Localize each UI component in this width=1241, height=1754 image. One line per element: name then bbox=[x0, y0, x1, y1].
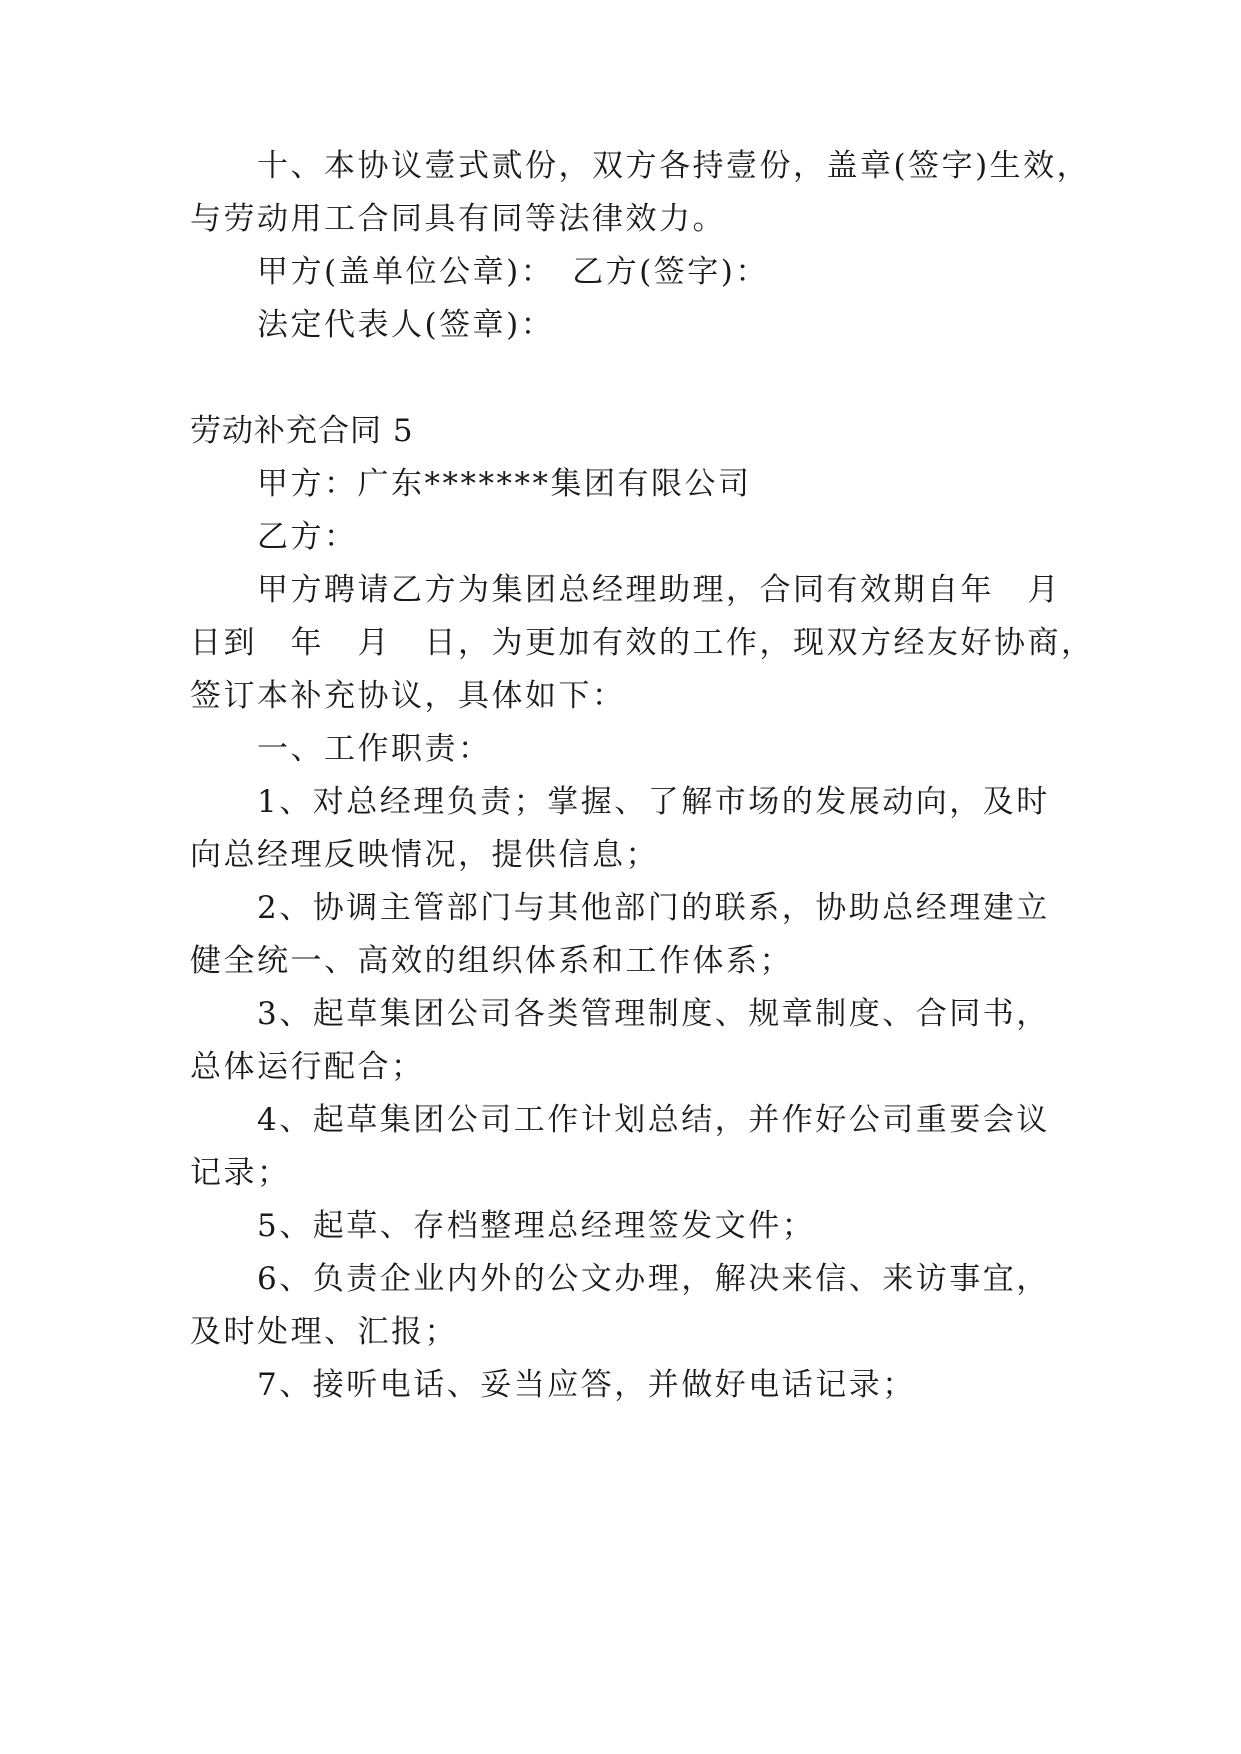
duty-item-4-line-2: 记录； bbox=[190, 1155, 291, 1191]
clause-10-line-2: 与劳动用工合同具有同等法律效力。 bbox=[190, 201, 726, 237]
intro-line-2: 日到 年 月 日，为更加有效的工作，现双方经友好协商， bbox=[190, 625, 1095, 661]
duty-item-5-line-1: 5、起草、存档整理总经理签发文件； bbox=[257, 1208, 816, 1244]
party-a-line: 甲方：广东*******集团有限公司 bbox=[257, 466, 752, 502]
duty-item-4-line-1: 4、起草集团公司工作计划总结，并作好公司重要会议 bbox=[257, 1102, 1050, 1138]
duties-heading: 一、工作职责： bbox=[257, 731, 492, 767]
party-signature-line: 甲方(盖单位公章)： 乙方(签字)： bbox=[257, 254, 769, 290]
duty-item-7-line-1: 7、接听电话、妥当应答，并做好电话记录； bbox=[257, 1367, 916, 1403]
duty-item-3-line-2: 总体运行配合； bbox=[190, 1049, 425, 1085]
duty-item-6-line-2: 及时处理、汇报； bbox=[190, 1314, 458, 1350]
duty-item-2-line-2: 健全统一、高效的组织体系和工作体系； bbox=[190, 943, 793, 979]
duty-item-1-line-1: 1、对总经理负责；掌握、了解市场的发展动向，及时 bbox=[257, 784, 1050, 820]
duty-item-1-line-2: 向总经理反映情况，提供信息； bbox=[190, 837, 659, 873]
legal-representative-line: 法定代表人(签章)： bbox=[257, 307, 555, 343]
duty-item-6-line-1: 6、负责企业内外的公文办理，解决来信、来访事宜， bbox=[257, 1261, 1050, 1297]
intro-line-3: 签订本补充协议，具体如下： bbox=[190, 678, 626, 714]
duty-item-3-line-1: 3、起草集团公司各类管理制度、规章制度、合同书， bbox=[257, 996, 1050, 1032]
section-title: 劳动补充合同 5 bbox=[190, 413, 414, 449]
duty-item-2-line-1: 2、协调主管部门与其他部门的联系，协助总经理建立 bbox=[257, 890, 1050, 926]
intro-line-1: 甲方聘请乙方为集团总经理助理，合同有效期自年 月 bbox=[257, 572, 1061, 608]
party-b-line: 乙方： bbox=[257, 519, 358, 555]
clause-10-line-1: 十、本协议壹式贰份，双方各持壹份，盖章(签字)生效， bbox=[257, 148, 1091, 184]
